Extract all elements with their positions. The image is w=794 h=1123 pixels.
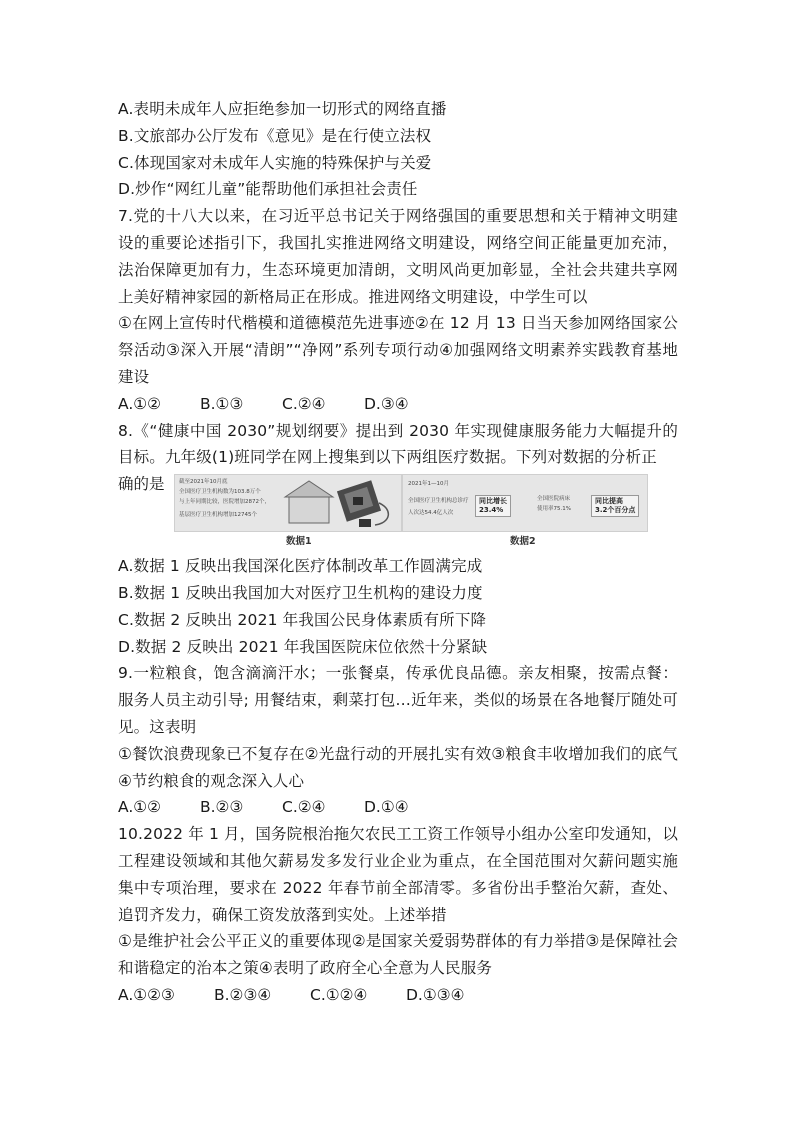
fig2-text-4: 全国医院病床 bbox=[537, 496, 571, 503]
q8-option-d: D.数据 2 反映出 2021 年我国医院床位依然十分紧缺 bbox=[118, 637, 488, 656]
q8-stem: 8.《“健康中国 2030”规划纲要》提出到 2030 年实现健康服务能力大幅提升的目标。九年级(1)班同学在网上搜集到以下两组医疗数据。下列对数据的分析正 bbox=[118, 421, 678, 467]
q9-options bbox=[118, 794, 678, 821]
q7-stem: 7.党的十八大以来，在习近平总书记关于网络强国的重要思想和关于精神文明建设的重要论述指引下，我国扎实推进网络文明建设，网络空间正能量更加充沛，法治保障更加有力，生态环境更加清朗，文明风尚更加彰显，全社会共建共享网上美好精神家园的新格局正在形成。推进网络文明建设，中学生可以 bbox=[118, 207, 678, 306]
fig1-text-2: 全国医疗卫生机构数为103.8万个 bbox=[179, 489, 261, 496]
q9-option-c: C.②④ bbox=[282, 798, 326, 817]
fig2-growth-label: 同比增长 bbox=[479, 497, 507, 506]
q10-stem: 10.2022 年 1 月，国务院根治拖欠农民工工资工作领导小组办公室印发通知，以工程建设领域和其他欠薪易发多发行业企业为重点，在全国范围对欠薪问题实施集中专项治理，要求在 2022 年春节前全部清零。多省份出手整治欠薪，查处、追罚齐发力，确保工资发放落到实处。上述举措 bbox=[118, 825, 678, 924]
q7-option-b: B.①③ bbox=[200, 394, 244, 413]
q10-option-a: A.①②③ bbox=[118, 985, 175, 1004]
q6-option-d: D.炒作“网红儿童”能帮助他们承担社会责任 bbox=[118, 180, 418, 199]
fig2-growth-value: 23.4% bbox=[479, 506, 504, 515]
q10-option-b: B.②③④ bbox=[214, 985, 272, 1004]
q7-option-a: A.①② bbox=[118, 394, 162, 413]
data-figure-2 bbox=[402, 474, 648, 532]
question-10 bbox=[118, 821, 678, 1009]
question-8 bbox=[118, 418, 678, 661]
q9-items: ①餐饮浪费现象已不复存在②光盘行动的开展扎实有效③粮食丰收增加我们的底气④节约粮食的观念深入人心 bbox=[118, 744, 678, 790]
q6-option-a: A.表明未成年人应拒绝参加一切形式的网络直播 bbox=[118, 100, 447, 118]
q8-stem-end: 确的是 bbox=[118, 475, 165, 494]
q7-option-c: C.②④ bbox=[282, 394, 326, 413]
question-9 bbox=[118, 660, 678, 821]
fig2-growth-box bbox=[475, 495, 511, 517]
fig2-caption: 数据2 bbox=[510, 536, 536, 548]
q9-option-a: A.①② bbox=[118, 798, 162, 817]
q10-option-d: D.①③④ bbox=[406, 985, 465, 1004]
q8-option-c: C.数据 2 反映出 2021 年我国公民身体素质有所下降 bbox=[118, 610, 487, 629]
q8-figure-row bbox=[118, 471, 678, 553]
fig2-rise-box bbox=[591, 495, 639, 517]
fig2-text-1: 2021年1—10月 bbox=[408, 481, 449, 488]
fig2-rise-value: 3.2个百分点 bbox=[595, 506, 636, 515]
q10-items: ①是维护社会公平正义的重要体现②是国家关爱弱势群体的有力举措③是保障社会和谐稳定的治本之策④表明了政府全心全意为人民服务 bbox=[118, 932, 678, 978]
q10-options bbox=[118, 982, 678, 1009]
q9-stem: 9.一粒粮食，饱含滴滴汗水；一张餐桌，传承优良品德。亲友相聚，按需点餐：服务人员主动引导; 用餐结束，剩菜打包…近年来，类似的场景在各地餐厅随处可见。这表明 bbox=[118, 664, 678, 736]
q9-option-b: B.②③ bbox=[200, 798, 244, 817]
fig1-caption: 数据1 bbox=[286, 536, 312, 548]
hospital-illustration bbox=[275, 475, 401, 531]
q6-options bbox=[118, 96, 678, 203]
fig2-text-2: 全国医疗卫生机构总诊疗 bbox=[408, 498, 469, 505]
fig2-rise-label: 同比提高 bbox=[595, 497, 623, 506]
data-figure-1 bbox=[174, 474, 402, 532]
q9-option-d: D.①④ bbox=[364, 798, 409, 817]
fig2-text-3: 人次达54.4亿人次 bbox=[408, 510, 454, 517]
q6-option-b: B.文旅部办公厅发布《意见》是在行使立法权 bbox=[118, 126, 432, 145]
fig2-text-5: 使用率75.1% bbox=[537, 506, 571, 513]
q7-option-d: D.③④ bbox=[364, 394, 409, 413]
question-7 bbox=[118, 203, 678, 417]
q7-items: ①在网上宣传时代楷模和道德模范先进事迹②在 12 月 13 日当天参加网络国家公祭活动③深入开展“清朗”“净网”系列专项行动④加强网络文明素养实践教育基地建设 bbox=[118, 314, 678, 386]
fig1-text-1: 截至2021年10月底 bbox=[179, 479, 228, 486]
fig1-text-4: 基层医疗卫生机构增加12745个 bbox=[179, 512, 257, 519]
q10-option-c: C.①②④ bbox=[310, 985, 368, 1004]
q6-option-c: C.体现国家对未成年人实施的特殊保护与关爱 bbox=[118, 153, 432, 172]
q8-option-b: B.数据 1 反映出我国加大对医疗卫生机构的建设力度 bbox=[118, 583, 483, 602]
q7-options bbox=[118, 391, 678, 418]
q8-option-a: A.数据 1 反映出我国深化医疗体制改革工作圆满完成 bbox=[118, 557, 483, 576]
fig1-text-3: 与上年同期比较，医院增加2872个， bbox=[179, 499, 270, 506]
exam-page bbox=[118, 96, 678, 1009]
